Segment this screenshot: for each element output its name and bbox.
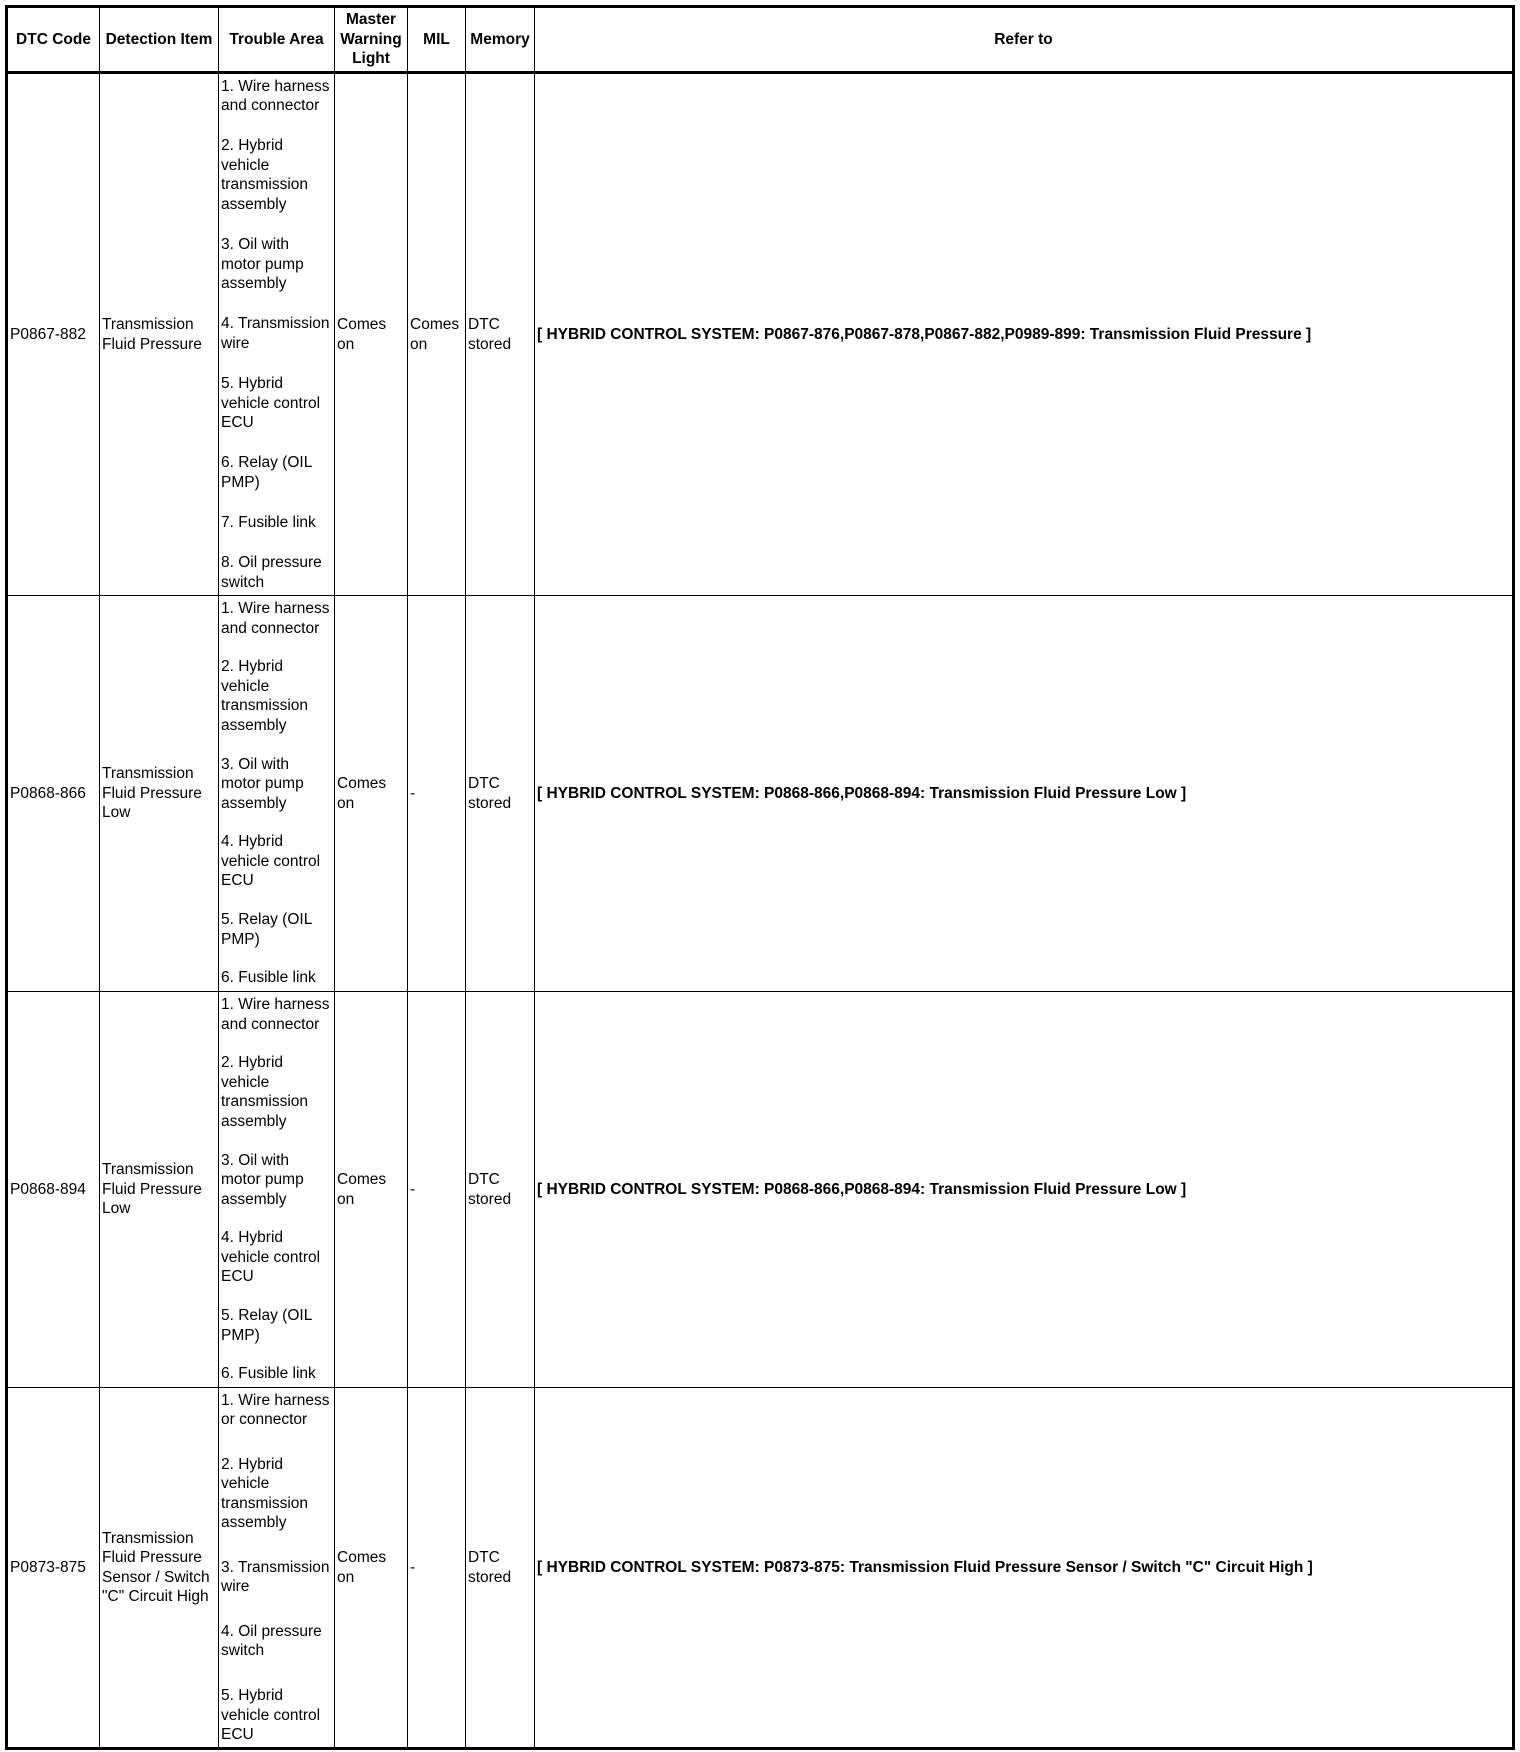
trouble-area-item: 3. Transmission wire — [221, 1558, 330, 1596]
trouble-area-item: 2. Hybrid vehicle transmission assembly — [221, 137, 308, 213]
detection-item-cell: Transmission Fluid Pressure Sensor / Switch "C" Circuit High — [100, 1388, 219, 1749]
refer-to-link[interactable]: [ HYBRID CONTROL SYSTEM: P0868-866,P0868-894: Transmission Fluid Pressure Low ] — [535, 596, 1514, 992]
trouble-area-item: 5. Hybrid vehicle control ECU — [221, 375, 321, 432]
trouble-area-item: 1. Wire harness and connector — [221, 600, 330, 637]
trouble-area-item: 4. Transmission wire — [221, 315, 330, 352]
trouble-area-list — [221, 995, 332, 1384]
mil-cell: - — [408, 596, 466, 992]
detection-item-cell: Transmission Fluid Pressure — [100, 73, 219, 596]
trouble-area-item: 5. Relay (OIL PMP) — [221, 1307, 312, 1344]
dtc-table — [5, 5, 1515, 1750]
trouble-area-item: 2. Hybrid vehicle transmission assembly — [221, 1455, 308, 1532]
trouble-area-item: 2. Hybrid vehicle transmission assembly — [221, 1054, 308, 1130]
memory-cell: DTC stored — [466, 73, 535, 596]
refer-to-link[interactable]: [ HYBRID CONTROL SYSTEM: P0873-875: Transmission Fluid Pressure Sensor / Switch "C" Circuit High ] — [535, 1388, 1514, 1749]
trouble-area-item: 1. Wire harness or connector — [221, 1391, 330, 1428]
table-row — [7, 596, 1514, 992]
header-master-warning-light: Master Warning Light — [335, 7, 408, 73]
trouble-area-item: 5. Hybrid vehicle control ECU — [221, 1687, 321, 1743]
trouble-area-item: 3. Oil with motor pump assembly — [221, 1151, 304, 1208]
dtc-code-cell: P0873-875 — [7, 1388, 100, 1749]
memory-cell: DTC stored — [466, 992, 535, 1388]
trouble-area-item: 2. Hybrid vehicle transmission assembly — [221, 658, 308, 734]
trouble-area-item: 4. Oil pressure switch — [221, 1622, 322, 1660]
dtc-code-cell: P0868-894 — [7, 992, 100, 1388]
memory-cell: DTC stored — [466, 596, 535, 992]
table-row — [7, 992, 1514, 1388]
detection-item-cell: Transmission Fluid Pressure Low — [100, 992, 219, 1388]
trouble-area-item: 4. Hybrid vehicle control ECU — [221, 1229, 321, 1286]
master-warning-light-cell: Comes on — [335, 1388, 408, 1749]
trouble-area-cell — [219, 596, 335, 992]
dtc-code-cell: P0867-882 — [7, 73, 100, 596]
trouble-area-item: 7. Fusible link — [221, 514, 316, 532]
header-memory: Memory — [466, 7, 535, 73]
master-warning-light-cell: Comes on — [335, 596, 408, 992]
header-trouble-area: Trouble Area — [219, 7, 335, 73]
header-detection-item: Detection Item — [100, 7, 219, 73]
refer-to-link[interactable]: [ HYBRID CONTROL SYSTEM: P0868-866,P0868-894: Transmission Fluid Pressure Low ] — [535, 992, 1514, 1388]
header-refer-to: Refer to — [535, 7, 1514, 73]
trouble-area-item: 1. Wire harness and connector — [221, 996, 330, 1033]
memory-cell: DTC stored — [466, 1388, 535, 1749]
trouble-area-item: 3. Oil with motor pump assembly — [221, 755, 304, 812]
trouble-area-cell — [219, 1388, 335, 1749]
trouble-area-cell — [219, 992, 335, 1388]
refer-to-link[interactable]: [ HYBRID CONTROL SYSTEM: P0867-876,P0867-878,P0867-882,P0989-899: Transmission Fluid Pressure ] — [535, 73, 1514, 596]
trouble-area-cell — [219, 73, 335, 596]
mil-cell: Comes on — [408, 73, 466, 596]
trouble-area-item: 6. Fusible link — [221, 1365, 316, 1383]
trouble-area-item: 6. Fusible link — [221, 969, 316, 987]
trouble-area-list — [221, 77, 332, 593]
trouble-area-list — [221, 1391, 332, 1745]
header-row — [7, 7, 1514, 73]
trouble-area-item: 3. Oil with motor pump assembly — [221, 236, 304, 293]
header-mil: MIL — [408, 7, 466, 73]
table-row — [7, 73, 1514, 596]
table-row — [7, 1388, 1514, 1749]
master-warning-light-cell: Comes on — [335, 992, 408, 1388]
trouble-area-item: 8. Oil pressure switch — [221, 554, 322, 591]
trouble-area-item: 1. Wire harness and connector — [221, 77, 330, 114]
mil-cell: - — [408, 992, 466, 1388]
detection-item-cell: Transmission Fluid Pressure Low — [100, 596, 219, 992]
dtc-code-cell: P0868-866 — [7, 596, 100, 992]
trouble-area-item: 5. Relay (OIL PMP) — [221, 911, 312, 948]
master-warning-light-cell: Comes on — [335, 73, 408, 596]
trouble-area-item: 4. Hybrid vehicle control ECU — [221, 833, 321, 890]
header-dtc-code: DTC Code — [7, 7, 100, 73]
trouble-area-list — [221, 599, 332, 988]
mil-cell: - — [408, 1388, 466, 1749]
trouble-area-item: 6. Relay (OIL PMP) — [221, 454, 312, 491]
